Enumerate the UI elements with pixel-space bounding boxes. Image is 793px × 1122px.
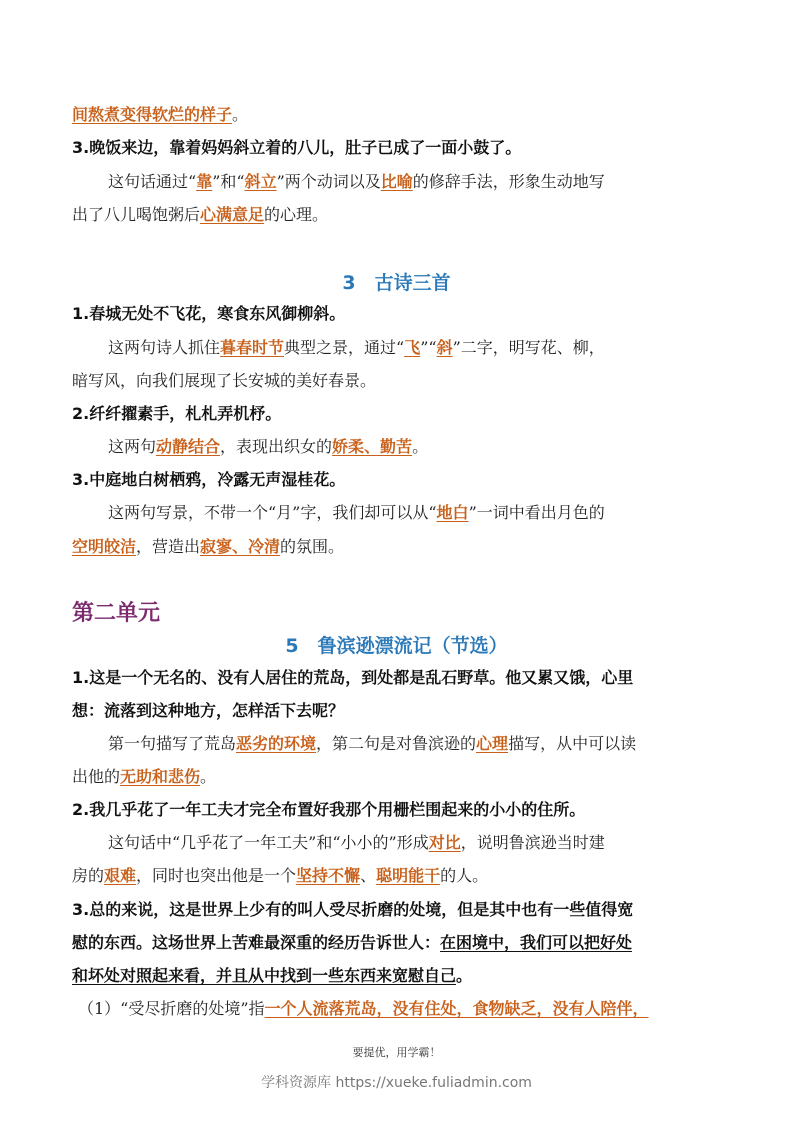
text: ”两个动词以及 [276,172,381,191]
footer-site: 学科资源库 https://xueke.fuliadmin.com [261,1075,532,1091]
question-3: 3.中庭地白树栖鸦，冷露无声湿桂花。 [72,470,346,489]
text: ，第二句是对鲁滨逊的 [316,734,477,753]
text: 这句话中“几乎花了一年工夫”和“小小的”形成 [108,833,429,852]
highlight: 对比 [428,833,461,852]
text: 的氛围。 [280,537,345,556]
answer-line [108,502,721,524]
highlight: 心满意足 [200,205,265,224]
answer-line [72,865,721,887]
highlight: 艰难 [104,866,137,885]
underlined-text: 在困境中，我们可以把好处 [440,933,633,952]
text: 出了八儿喝饱粥后 [72,205,201,224]
text: 。 [412,437,429,456]
question-2: 2.纤纤擢素手，札札弄机杼。 [72,404,282,423]
highlight: 斜立 [244,172,277,191]
highlight: 恶劣的环境 [236,734,317,753]
text: ，说明鲁滨逊当时建 [460,833,605,852]
highlight: 靠 [196,172,213,191]
text: ”“ [420,338,437,357]
answer-line [72,204,721,226]
text: 、 [360,866,377,885]
answer-line [108,337,721,359]
text: 的人。 [440,866,489,885]
text: 这句话通过“ [108,172,197,191]
highlight: 聪明能干 [376,866,441,885]
text: 。 [232,105,249,124]
underlined-text: 和坏处对照起来看，并且从中找到一些东西来宽慰自己 [72,966,457,985]
text: 这两句写景，不带一个“月”字，我们却可以从“ [108,503,437,522]
question-3-cont [72,965,721,987]
answer-line [72,766,721,788]
highlight: 无助和悲伤 [120,767,201,786]
text: 描写，从中可以读 [508,734,637,753]
text: 典型之景，通过“ [284,338,405,357]
question-3: 3.晚饭来边，靠着妈妈斜立着的八儿，肚子已成了一面小鼓了。 [72,138,522,157]
question-1: 1.春城无处不飞花，寒食东风御柳斜。 [72,304,346,323]
question-2: 2.我几乎花了一年工夫才完全布置好我那个用栅栏围起来的小小的住所。 [72,800,586,819]
sub-question [78,998,721,1020]
highlight: 娇柔、勤苦 [332,437,413,456]
text: 。 [456,966,473,985]
highlight: 暮春时节 [220,338,285,357]
question-3: 3.总的来说，这是世界上少有的叫人受尽折磨的处境，但是其中也有一些值得宽 [72,900,634,919]
text: ”和“ [212,172,245,191]
text: 慰的东西。这场世界上苦难最深重的经历告诉世人： [72,933,441,952]
highlight: 寂寥、冷清 [200,537,281,556]
highlight: 斜 [436,338,453,357]
section-title: 5 鲁滨逊漂流记（节选） [285,635,508,657]
question-1-cont: 想：流落到这种地方，怎样活下去呢？ [72,701,345,720]
highlight: 空明皎洁 [72,537,137,556]
text: ”二字，明写花、柳， [452,338,605,357]
answer-line: 暗写风，向我们展现了长安城的美好春景。 [72,371,377,390]
highlight: 飞 [404,338,421,357]
text: 出他的 [72,767,121,786]
question-3-cont [72,932,721,954]
text: ，营造出 [136,537,201,556]
answer-line [108,171,721,193]
text: ，同时也突出他是一个 [136,866,297,885]
text: 第一句描写了荒岛 [108,734,237,753]
text: 的心理。 [264,205,329,224]
highlight: 坚持不懈 [296,866,361,885]
highlight: 地白 [436,503,469,522]
text: 房的 [72,866,105,885]
text: （1）“受尽折磨的处境”指 [78,999,265,1018]
answer-line [108,733,721,755]
highlight: 心理 [476,734,509,753]
text: 的修辞手法，形象生动地写 [412,172,605,191]
text: ，表现出织女的 [220,437,333,456]
highlight: 间熬煮变得软烂的样子 [72,105,233,124]
question-1: 1.这是一个无名的、没有人居住的荒岛，到处都是乱石野草。他又累又饿，心里 [72,668,634,687]
answer-line [72,536,721,558]
text-line [72,104,721,126]
section-title: 3 古诗三首 [342,272,451,294]
highlight: 动静结合 [156,437,221,456]
footer-slogan: 要提优，用学霸！ [352,1046,441,1059]
text: 。 [200,767,217,786]
text: ”一词中看出月色的 [468,503,605,522]
unit-title: 第二单元 [72,600,161,626]
answer-line [108,832,721,854]
highlight: 一个人流落荒岛，没有住处，食物缺乏，没有人陪伴， [264,999,649,1018]
text: 这两句诗人抓住 [108,338,221,357]
answer-line [108,436,721,458]
highlight: 比喻 [380,172,413,191]
text: 这两句 [108,437,157,456]
